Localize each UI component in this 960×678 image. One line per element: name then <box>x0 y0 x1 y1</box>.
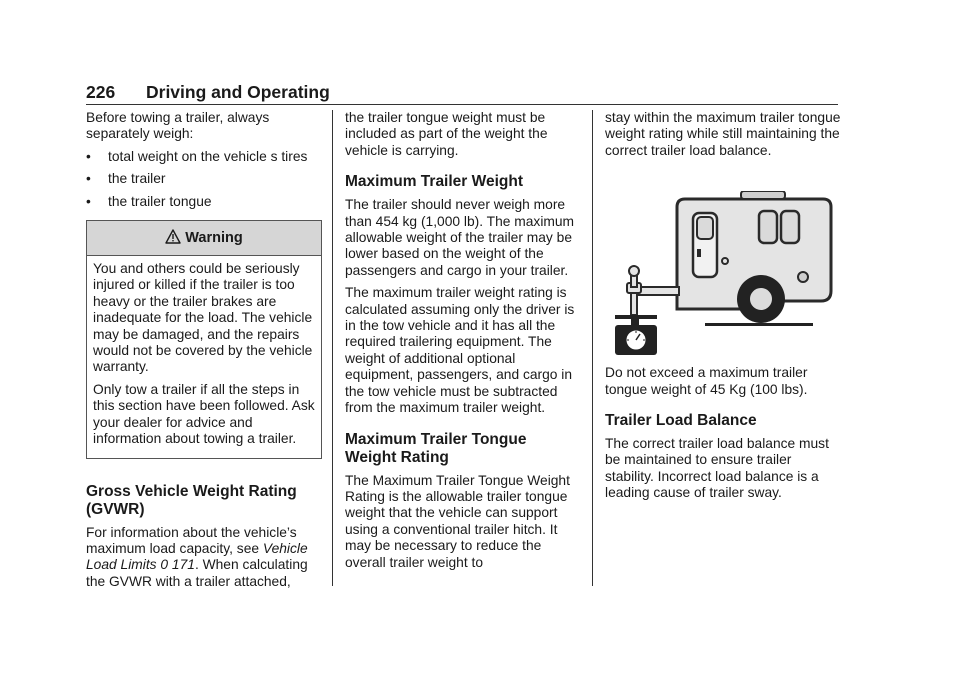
list-item: • the trailer tongue <box>86 193 212 209</box>
paragraph: The maximum trailer weight rating is calculated assuming only the driver is in the tow vehicle and it has all the required trailering equipment. The weight of additional optional equipment, passengers, and cargo in the tow vehicle must be subtracted from the maximum trailer weight. <box>345 285 575 416</box>
continued-text: the trailer tongue weight must be included as part of the weight the vehicle is carrying. <box>345 110 548 158</box>
column-2 <box>345 110 579 577</box>
page-header <box>86 82 330 103</box>
warning-paragraph: Only tow a trailer if all the steps in this section have been followed. Ask your dealer for advice and information about towing a trailer. <box>93 381 315 447</box>
list-item: • total weight on the vehicle s tires <box>86 148 308 164</box>
illustration-caption: Do not exceed a maximum trailer tongue weight of 45 Kg (100 lbs). <box>605 365 808 397</box>
max-trailer-weight-heading: Maximum Trailer Weight <box>345 173 524 191</box>
trailer-load-balance-heading: Trailer Load Balance <box>605 412 757 430</box>
column-1 <box>86 110 322 596</box>
warning-triangle-icon <box>165 229 181 244</box>
continued-text: stay within the maximum trailer tongue weight rating while still maintaining the correct trailer load balance. <box>605 110 841 158</box>
warning-title: Warning <box>185 230 243 247</box>
gvwr-heading: Gross Vehicle Weight Rating (GVWR) <box>86 482 297 518</box>
paragraph: The correct trailer load balance must be maintained to ensure trailer stability. Incorrect load balance is a leading cause of trailer sway. <box>605 436 829 501</box>
section-title: Driving and Operating <box>146 82 330 102</box>
paragraph: The trailer should never weigh more than 454 kg (1,000 lb). The maximum allowable weight of the trailer may be lower based on the weight of the passengers and cargo in your trailer. <box>345 197 575 278</box>
column-divider-2 <box>592 110 593 586</box>
warning-header <box>87 221 321 256</box>
intro-text: Before towing a trailer, always separately weigh: <box>86 110 270 142</box>
header-rule <box>86 104 838 105</box>
paragraph: The Maximum Trailer Tongue Weight Rating is the allowable trailer tongue weight that the vehicle can support using a conventional trailer hitch. It may be necessary to reduce the overall trailer weight to <box>345 472 570 570</box>
warning-paragraph: You and others could be seriously injured or killed if the trailer is too heavy or the trailer brakes are inadequate for the load. The vehicle may be damaged, and the repairs would not be covered by the vehicle warranty. <box>93 261 313 375</box>
page-number: 226 <box>86 82 116 102</box>
vehicle-load-limits-link[interactable]: Vehicle Load Limits <box>86 540 308 573</box>
trailer-tongue-scale-illustration <box>605 191 835 355</box>
gvwr-paragraph: For information about the vehicle’s maximum load capacity, see Vehicle Load Limits 0 171. When calculating the GVWR with a trailer attached, <box>86 524 308 589</box>
column-divider-1 <box>332 110 333 586</box>
warning-box <box>86 220 322 458</box>
max-tongue-weight-heading: Maximum Trailer Tongue Weight Rating <box>345 430 527 466</box>
column-3 <box>605 110 841 508</box>
list-item: • the trailer <box>86 171 166 187</box>
page-reference[interactable]: 0 171 <box>160 557 195 573</box>
